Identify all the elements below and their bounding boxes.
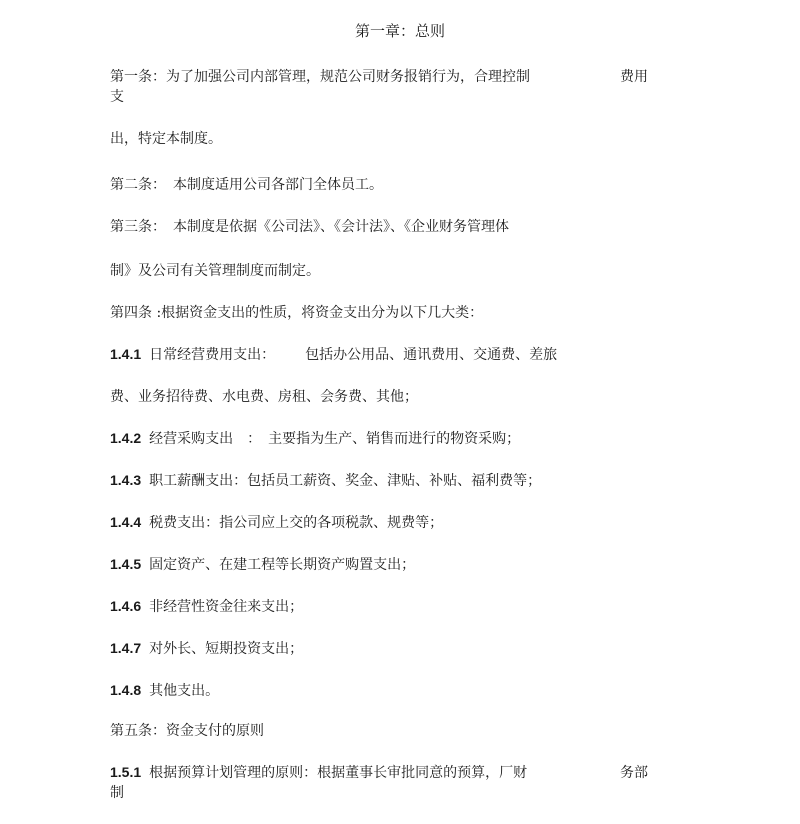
item-text: 固定资产、在建工程等长期资产购置支出； [149, 557, 416, 573]
item-1-4-1-continuation: 费、业务招待费、水电费、房租、会务费、其他； [110, 389, 418, 405]
article-3: 第三条： 本制度是依据《公司法》、《会计法》、《企业财务管理体 [110, 219, 509, 235]
item-number: 1.4.7 [110, 640, 142, 656]
article-1-continuation: 出，特定本制度。 [110, 131, 222, 147]
item-text: 税费支出：指公司应上交的各项税款、规费等； [149, 515, 444, 531]
item-text-2: 包括办公用品、通讯费用、交通费、差旅 [305, 347, 558, 363]
article-5: 第五条：资金支付的原则 [110, 723, 264, 739]
item-text: 非经营性资金往来支出； [149, 599, 304, 615]
article-1-tail: 费用 [620, 69, 648, 85]
item-number: 1.5.1 [110, 764, 142, 780]
item-1-4-4 [110, 512, 443, 532]
item-text: 根据预算计划管理的原则：根据董事长审批同意的预算，厂财 [149, 765, 528, 781]
item-1-4-1 [110, 344, 557, 364]
item-number: 1.4.4 [110, 514, 142, 530]
item-1-4-5 [110, 554, 415, 574]
item-number: 1.4.6 [110, 598, 142, 614]
item-text: 日常经营费用支出： [149, 347, 276, 363]
article-1-wrap: 支 [110, 89, 124, 105]
item-number: 1.4.8 [110, 682, 142, 698]
article-3-continuation: 制》及公司有关管理制度而制定。 [110, 263, 320, 279]
item-1-4-8 [110, 680, 219, 700]
item-number: 1.4.3 [110, 472, 142, 488]
item-text: 其他支出。 [149, 683, 220, 699]
item-1-5-1-wrap: 制 [110, 785, 124, 801]
item-1-5-1-tail: 务部 [620, 765, 648, 781]
item-1-5-1 [110, 762, 527, 782]
item-text: 对外长、短期投资支出； [149, 641, 304, 657]
item-number: 1.4.2 [110, 430, 142, 446]
item-1-4-3 [110, 470, 541, 490]
item-number: 1.4.1 [110, 346, 142, 362]
item-1-4-2 [110, 428, 520, 448]
chapter-title: 第一章：总则 [354, 22, 445, 40]
article-1-line: 第一条：为了加强公司内部管理，规范公司财务报销行为，合理控制 [110, 69, 530, 85]
article-2: 第二条： 本制度适用公司各部门全体员工。 [110, 177, 383, 193]
item-1-4-6 [110, 596, 303, 616]
item-text: 职工薪酬支出：包括员工薪资、奖金、津贴、补贴、福利费等； [149, 473, 542, 489]
article-4: 第四条 :根据资金支出的性质，将资金支出分为以下几大类： [110, 305, 484, 321]
item-1-4-7 [110, 638, 303, 658]
item-text: 经营采购支出 ： 主要指为生产、销售而进行的物资采购； [149, 431, 521, 447]
item-number: 1.4.5 [110, 556, 142, 572]
